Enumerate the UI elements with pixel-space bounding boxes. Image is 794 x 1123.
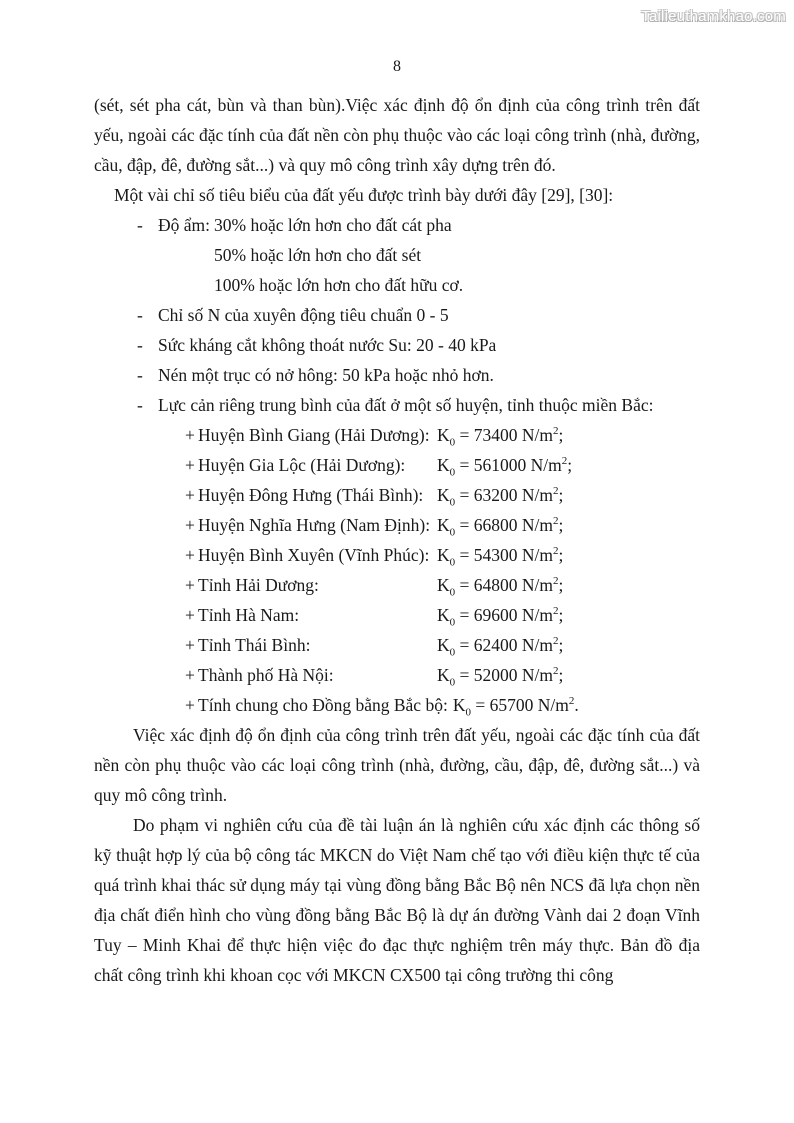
k0-row-summary (94, 690, 700, 720)
plus-marker: + (185, 605, 195, 625)
plus-marker: + (185, 515, 195, 535)
k0-row-value: $K_0 = 52000$ $N/m^2$; (437, 665, 564, 689)
bullet-text: Nén một trục có nở hông: 50 kPa hoặc nhỏ hơn. (158, 365, 494, 385)
k0-row-label: Huyện Gia Lộc (Hải Dương): (198, 455, 406, 475)
paragraph-3: Việc xác định độ ổn định của công trình trên đất yếu, ngoài các đặc tính của đất nền còn phụ thuộc vào các loại công trình (nhà, đường, cầu, đập, đê, đường sắt...) và quy mô công trình. (94, 725, 700, 805)
list-item-resistance (94, 390, 700, 420)
plus-marker: + (185, 455, 195, 475)
plus-marker: + (185, 485, 195, 505)
k0-row-label: Tỉnh Hà Nam: (198, 605, 300, 625)
k0-row-value: $K_0 = 63200$ $N/m^2$; (437, 485, 564, 509)
k0-row-value: $K_0 = 561000$ $N/m^2$; (437, 455, 573, 479)
k0-row-label: Tính chung cho Đồng bằng Bắc bộ: (198, 695, 448, 715)
paragraph-1: (sét, sét pha cát, bùn và than bùn).Việc xác định độ ổn định của công trình trên đất yếu, ngoài các đặc tính của đất nền còn phụ thuộc vào các loại công trình (nhà, đường, cầu, đập, đê, đường sắt...) và quy mô công trình xây dựng trên đó. (94, 95, 700, 175)
moisture-line-3: 100% hoặc lớn hơn cho đất hữu cơ. (214, 275, 464, 295)
bullet-text: Sức kháng cắt không thoát nước Su: 20 - 40 kPa (158, 335, 497, 355)
k0-row (94, 450, 700, 480)
k0-row-label: Huyện Bình Giang (Hải Dương): (198, 425, 430, 445)
moisture-line-1: 30% hoặc lớn hơn cho đất cát pha (214, 215, 452, 235)
k0-row-value: $K_0 = 73400$ $N/m^2$; (437, 425, 564, 449)
bullet-text: Lực cản riêng trung bình của đất ở một số huyện, tỉnh thuộc miền Bắc: (158, 395, 654, 415)
k0-row-value: $K_0 = 64800$ $N/m^2$; (437, 575, 564, 599)
list-item-n-index (94, 300, 700, 330)
plus-marker: + (185, 425, 195, 445)
plus-marker: + (185, 545, 195, 565)
plus-marker: + (185, 635, 195, 655)
k0-row-label: Tỉnh Hải Dương: (198, 575, 319, 595)
k0-row-label: Huyện Bình Xuyên (Vĩnh Phúc): (198, 545, 430, 565)
dash-marker: - (137, 335, 143, 355)
moisture-label: Độ ẩm: (158, 215, 211, 235)
dash-marker: - (137, 365, 143, 385)
k0-row (94, 570, 700, 600)
k0-row-label: Huyện Nghĩa Hưng (Nam Định): (198, 515, 431, 535)
k0-row-label: Thành phố Hà Nội: (198, 665, 334, 685)
paragraph-2: Một vài chỉ số tiêu biểu của đất yếu được trình bày dưới đây [29], [30]: (114, 185, 614, 205)
k0-row-value: $K_0 = 66800$ $N/m^2$; (437, 515, 564, 539)
k0-row-value: $K_0 = 65700$ $N/m^2$. (452, 695, 579, 719)
dash-marker: - (137, 215, 143, 235)
k0-row-value: $K_0 = 54300$ $N/m^2$; (437, 545, 564, 569)
paragraph-4: Do phạm vi nghiên cứu của đề tài luận án là nghiên cứu xác định các thông số kỹ thuật hợp lý của bộ công tác MKCN do Việt Nam chế tạo với điều kiện thực tế của quá trình khai thác sử dụng máy tại vùng đồng bằng Bắc Bộ nên NCS đã lựa chọn nền địa chất điển hình cho vùng đồng bằng Bắc Bộ là dự án đường Vành dai 2 đoạn Vĩnh Tuy – Minh Khai để thực hiện việc đo đạc thực nghiệm trên máy thực. Bản đồ địa chất công trình khi khoan cọc với MKCN CX500 tại công trường thi công (94, 815, 700, 985)
moisture-line-2: 50% hoặc lớn hơn cho đất sét (214, 245, 422, 265)
k0-row (94, 420, 700, 450)
dash-marker: - (137, 395, 143, 415)
k0-row-value: $K_0 = 62400$ $N/m^2$; (437, 635, 564, 659)
k0-row (94, 480, 700, 510)
k0-row (94, 540, 700, 570)
dash-marker: - (137, 305, 143, 325)
page-content (94, 90, 700, 990)
plus-marker: + (185, 665, 195, 685)
k0-row (94, 600, 700, 630)
k0-row-label: Tỉnh Thái Bình: (198, 635, 311, 655)
k0-row-label: Huyện Đông Hưng (Thái Bình): (198, 485, 424, 505)
bullet-text: Chỉ số N của xuyên động tiêu chuẩn 0 - 5 (158, 305, 449, 325)
plus-marker: + (185, 575, 195, 595)
k0-row-value: $K_0 = 69600$ $N/m^2$; (437, 605, 564, 629)
watermark: Tailieuthamkhao.com (641, 8, 786, 25)
list-item-moisture (94, 210, 700, 240)
list-item-shear-strength (94, 330, 700, 360)
k0-row (94, 630, 700, 660)
plus-marker: + (185, 695, 195, 715)
list-item-uniaxial (94, 360, 700, 390)
k0-row (94, 660, 700, 690)
k0-row (94, 510, 700, 540)
page-number: 8 (393, 58, 401, 75)
